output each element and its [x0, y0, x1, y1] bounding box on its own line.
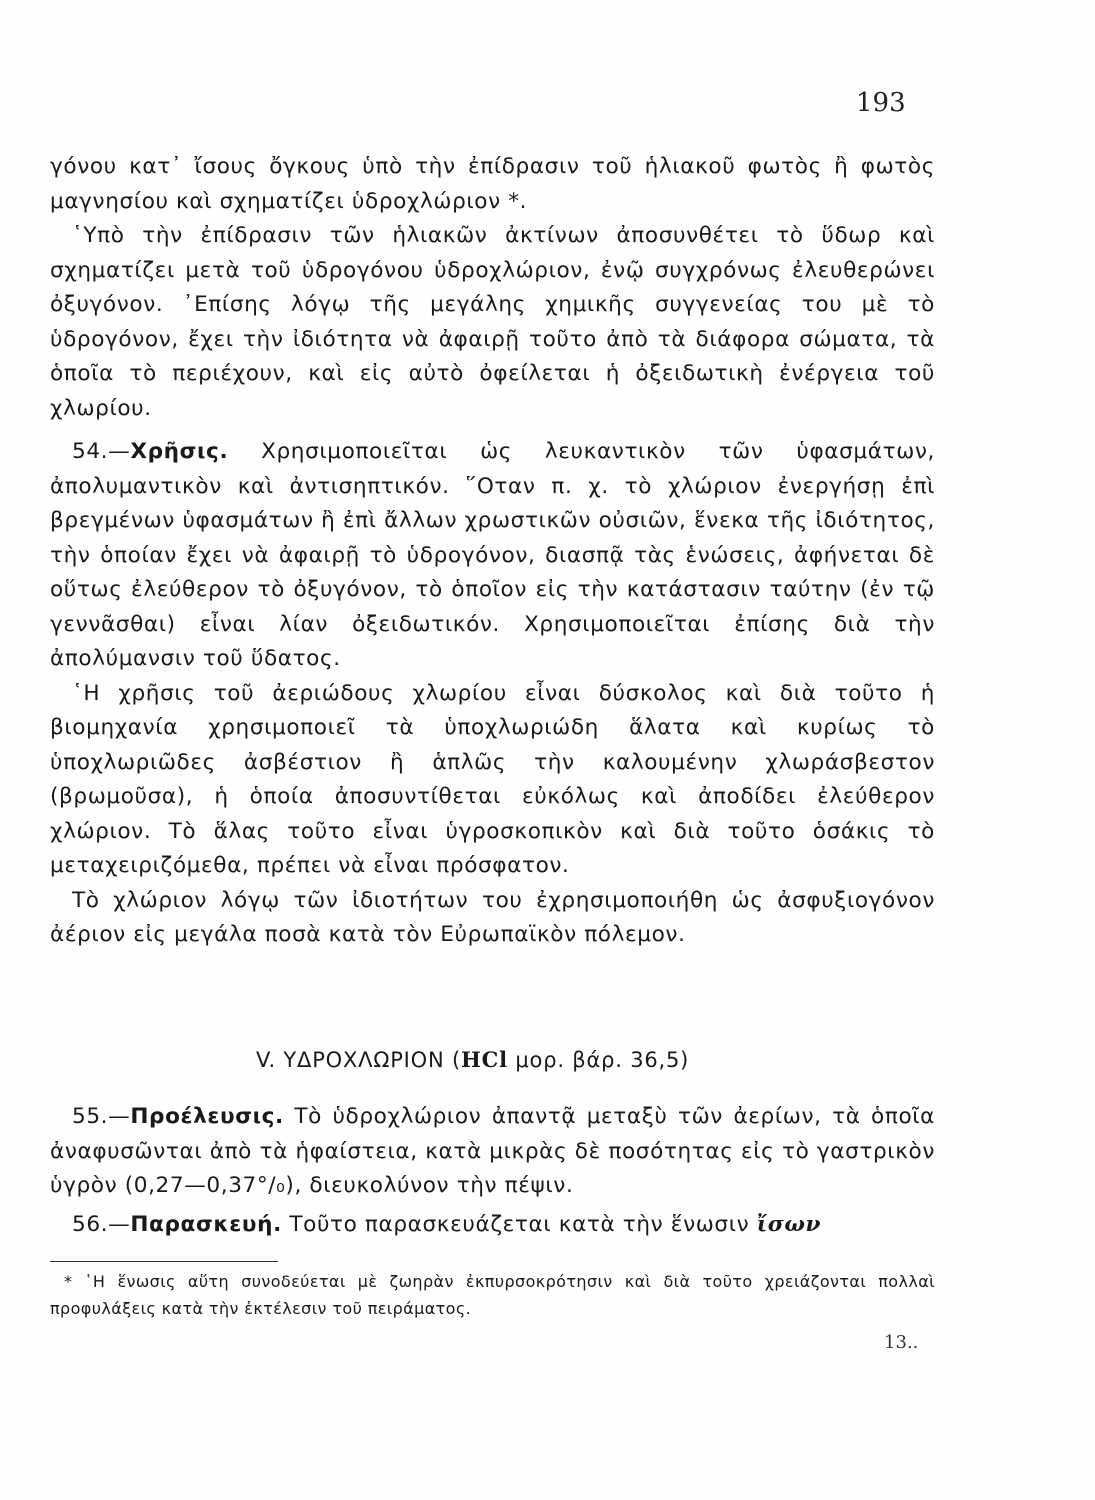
footnote-divider: [50, 1261, 278, 1262]
section-title: Προέλευσις.: [130, 1104, 284, 1129]
section-56: [50, 1208, 935, 1243]
main-text-block: [50, 150, 935, 953]
section-number: 56.—: [72, 1211, 131, 1237]
footnote-text: * ῾Η ἕνωσις αὕτη συνοδεύεται μὲ ζωηρὰν ἐκπυρσοκρότησιν καὶ διὰ τοῦτο χρειάζονται πολλαὶ προφυλάξεις κατὰ τὴν ἐκτέλεσιν τοῦ πειράματος.: [50, 1272, 935, 1318]
chapter-heading: [256, 1047, 856, 1072]
section-number: 54.—: [72, 439, 131, 464]
page-number: 193: [856, 88, 906, 118]
section-55: [50, 1100, 935, 1204]
emphasis-word: ἴσων: [756, 1211, 822, 1237]
signature-mark: 13..: [884, 1332, 919, 1353]
section-text: Τοῦτο παρασκευάζεται κατὰ τὴν ἕνωσιν: [281, 1211, 757, 1237]
paragraph: ῾Η χρῆσις τοῦ ἀεριώδους χλωρίου εἶναι δύσκολος καὶ διὰ τοῦτο ἡ βιομηχανία χρησιμοποιεῖ τὰ ὑποχλωριώδη ἅλατα καὶ κυρίως τὸ ὑποχλωριῶδες ἀσβέστιον ἢ ἁπλῶς τὴν καλουμένην χλωράσβεστον (βρωμοῦσα), ἡ ὁποία ἀποσυντίθεται εὐκόλως καὶ ἀποδίδει ἐλεύθερον χλώριον. Τὸ ἅλας τοῦτο εἶναι ὑγροσκοπικὸν καὶ διὰ τοῦτο ὁσάκις τὸ μεταχειριζόμεθα, πρέπει νὰ εἶναι πρόσφατον.: [50, 680, 935, 878]
section-number: 55.—: [72, 1104, 131, 1129]
section-text: Τὸ ὑδροχλώριον ἀπαντᾷ μεταξὺ τῶν ἀερίων, τὰ ὁποῖα ἀναφυσῶνται ἀπὸ τὰ ἡφαίστεια, κατὰ μικρὰς δὲ ποσότητας εἰς τὸ γαστρικὸν ὑγρὸν (0,27—0,37°/₀), διευκολύνον τὴν πέψιν.: [50, 1104, 935, 1198]
section-title: Χρῆσις.: [130, 439, 229, 464]
section-title: Παρασκευή.: [130, 1211, 282, 1237]
heading-molar-mass: μορ. βάρ. 36,5): [507, 1048, 690, 1072]
paragraph: ῾Υπὸ τὴν ἐπίδρασιν τῶν ἡλιακῶν ἀκτίνων ἀποσυνθέτει τὸ ὕδωρ καὶ σχηματίζει μετὰ τοῦ ὑδρογόνου ὑδροχλώριον, ἐνῷ συγχρόνως ἐλευθερώνει ὀξυγόνον. ᾿Επίσης λόγῳ τῆς μεγάλης χημικῆς συγγενείας του μὲ τὸ ὑδρογόνον, ἔχει τὴν ἰδιότητα νὰ ἀφαιρῇ τοῦτο ἀπὸ τὰ διάφορα σώματα, τὰ ὁποῖα τὸ περιέχουν, καὶ εἰς αὐτὸ ὀφείλεται ἡ ὀξειδωτικὴ ἐνέργεια τοῦ χλωρίου.: [50, 223, 935, 421]
heading-formula: HCl: [460, 1047, 508, 1072]
heading-title: V. ΥΔΡΟΧΛΩΡΙΟΝ (: [256, 1048, 461, 1072]
section-text: Χρησιμοποιεῖται ὡς λευκαντικὸν τῶν ὑφασμάτων, ἀπολυμαντικὸν καὶ ἀντισηπτικόν. ῞Οταν π. χ. τὸ χλώριον ἐνεργήσῃ ἐπὶ βρεγμένων ὑφασμάτων ἢ ἐπὶ ἄλλων χρωστικῶν οὐσιῶν, ἕνεκα τῆς ἰδιότητος, τὴν ὁποίαν ἔχει νὰ ἀφαιρῇ τὸ ὑδρογόνον, διασπᾷ τὰς ἑνώσεις, ἀφήνεται δὲ οὕτως ἐλεύθερον τὸ ὀξυγόνον, τὸ ὁποῖον εἰς τὴν κατάστασιν ταύτην (ἐν τῷ γεννᾶσθαι) εἶναι λίαν ὀξειδωτικόν. Χρησιμοποιεῖται ἐπίσης διὰ τὴν ἀπολύμανσιν τοῦ ὕδατος.: [50, 439, 935, 671]
footnote: [50, 1268, 935, 1322]
second-text-block: [50, 1100, 935, 1242]
section-54: [50, 435, 935, 677]
paragraph: Τὸ χλώριον λόγῳ τῶν ἰδιοτήτων του ἐχρησιμοποιήθη ὡς ἀσφυξιογόνον ἀέριον εἰς μεγάλα ποσὰ κατὰ τὸν Εὐρωπαϊκὸν πόλεμον.: [50, 887, 935, 947]
continued-paragraph: γόνου κατ᾿ ἴσους ὄγκους ὑπὸ τὴν ἐπίδρασιν τοῦ ἡλιακοῦ φωτὸς ἢ φωτὸς μαγνησίου καὶ σχηματίζει ὑδροχλώριον *.: [50, 154, 935, 214]
